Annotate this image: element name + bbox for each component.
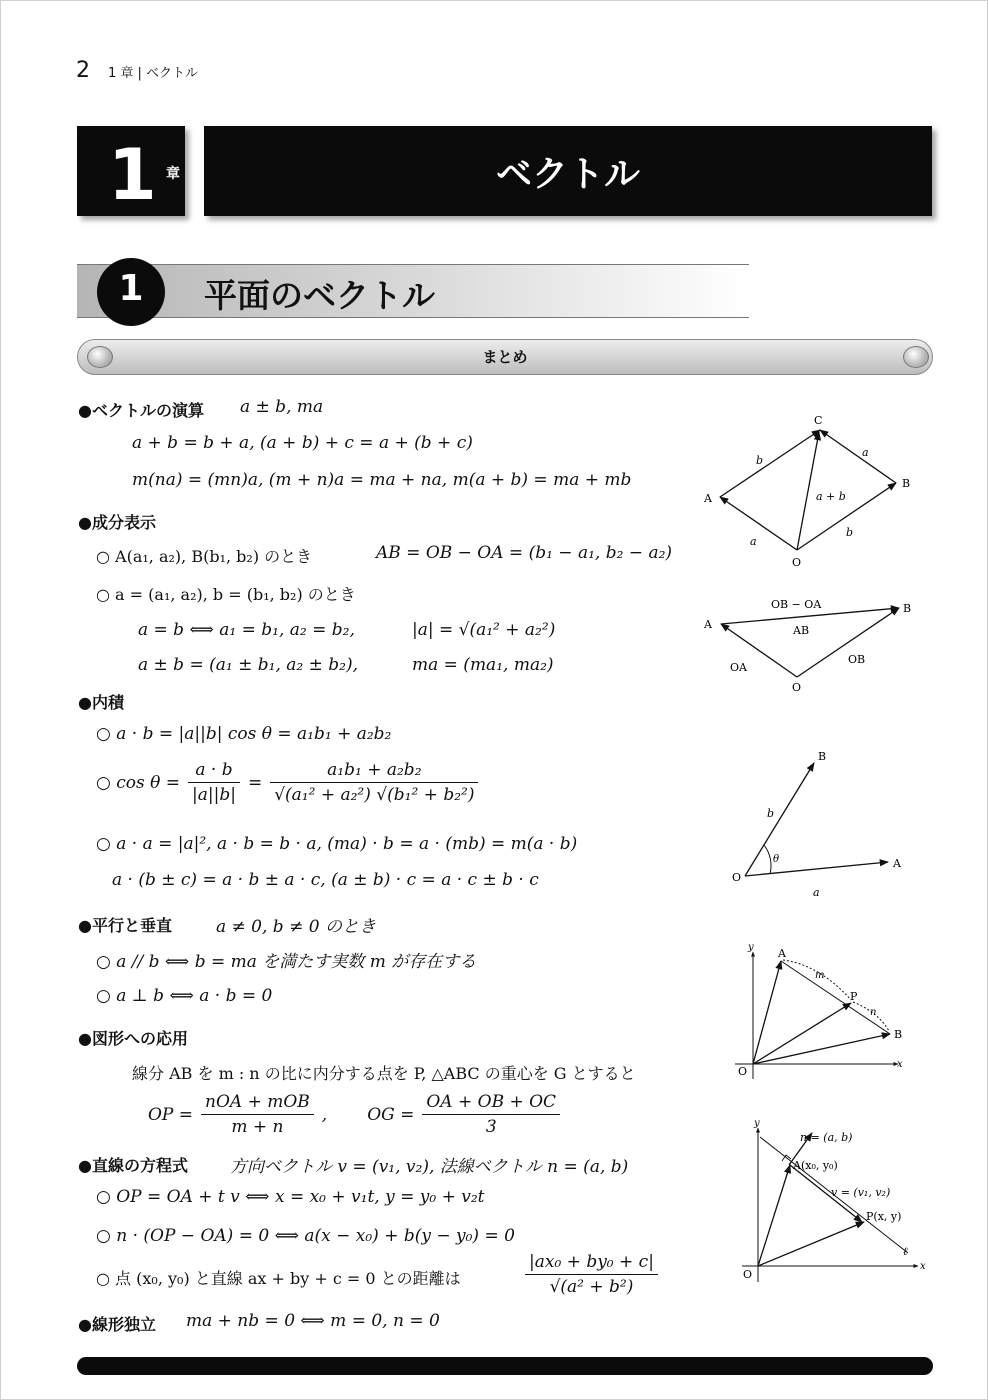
fig2-label-ab: AB bbox=[793, 624, 810, 637]
inner-line-1: ○ a · b = |a||b| cos θ = a₁b₁ + a₂b₂ bbox=[96, 724, 392, 744]
cos-equals: = bbox=[247, 772, 263, 793]
fig5-vector-oa bbox=[758, 1165, 790, 1266]
fig4-vector-ob bbox=[753, 1034, 890, 1064]
fig4-label-b: B bbox=[894, 1028, 903, 1041]
fig4-label-m: m bbox=[815, 970, 825, 981]
fig1-label-b: B bbox=[902, 477, 911, 490]
fig5-label-o: O bbox=[743, 1268, 753, 1281]
heading-figures: ●図形への応用 bbox=[78, 1029, 188, 1048]
independence-formula: ma + nb = 0 ⟺ m = 0, n = 0 bbox=[186, 1311, 440, 1331]
op-lhs: OP = bbox=[148, 1104, 194, 1125]
cos-num-1: a · b bbox=[188, 760, 240, 783]
og-num: OA + OB + OC bbox=[422, 1092, 560, 1115]
fig2-label-b: B bbox=[903, 602, 912, 615]
fig5-label-a: A(x₀, y₀) bbox=[793, 1159, 838, 1172]
section-title: 平面のベクトル bbox=[204, 276, 435, 315]
components-line-1a: ○ A(a₁, a₂), B(b₁, b₂) のとき bbox=[96, 547, 313, 566]
fig1-label-o: O bbox=[792, 556, 802, 569]
fig4-label-p: P bbox=[850, 990, 858, 1003]
line-eq-1: ○ OP = OA + t v ⟺ x = x₀ + v₁t, y = y₀ + v₂t bbox=[96, 1187, 485, 1207]
fig2-label-ob-minus-oa: OB − OA bbox=[771, 598, 822, 611]
fig3-label-a-vec: a bbox=[813, 886, 820, 899]
fig1-vector-ac bbox=[720, 430, 820, 497]
fig5-label-n: n = (a, b) bbox=[800, 1131, 853, 1144]
distance-den: √(a² + b²) bbox=[549, 1277, 634, 1297]
operations-line-2: m(na) = (mn)a, (m + n)a = ma + na, m(a + b) = ma + mb bbox=[132, 470, 632, 490]
fig2-label-o: O bbox=[792, 681, 802, 694]
line-eq-2: ○ n · (OP − OA) = 0 ⟺ a(x − x₀) + b(y − y₀) = 0 bbox=[96, 1226, 515, 1246]
fig5-label-x: x bbox=[920, 1261, 926, 1272]
fig1-label-a-top: a bbox=[862, 446, 869, 459]
figure-line bbox=[742, 1118, 926, 1282]
figure-division bbox=[735, 942, 903, 1079]
components-line-2: ○ a = (a₁, a₂), b = (b₁, b₂) のとき bbox=[96, 585, 356, 604]
fig2-label-oa: OA bbox=[730, 661, 747, 674]
parallel-condition: a ≠ 0, b ≠ 0 のとき bbox=[216, 917, 376, 937]
cos-lhs: ○ cos θ = bbox=[96, 772, 181, 793]
heading-components: ●成分表示 bbox=[78, 513, 156, 532]
figure-parallelogram bbox=[703, 414, 910, 569]
fig4-label-n: n bbox=[870, 1007, 877, 1018]
fig5-label-l: ℓ bbox=[903, 1245, 908, 1258]
chapter-number: 1 bbox=[108, 134, 157, 216]
heading-independence: ●線形独立 bbox=[78, 1315, 156, 1334]
heading-parallel: ●平行と垂直 bbox=[78, 916, 172, 935]
heading-line-equation: ●直線の方程式 bbox=[78, 1156, 188, 1175]
fig1-label-b-top: b bbox=[756, 454, 764, 467]
fig5-label-v: v = (v₁, v₂) bbox=[831, 1186, 891, 1199]
section-number: 1 bbox=[118, 268, 144, 309]
op-den: m + n bbox=[231, 1117, 284, 1137]
fig4-segment-ab bbox=[781, 961, 890, 1034]
fig3-label-theta: θ bbox=[773, 854, 780, 865]
fig1-vector-oa bbox=[720, 497, 797, 550]
components-line-4b: ma = (ma₁, ma₂) bbox=[412, 655, 554, 675]
op-num: nOA + mOB bbox=[201, 1092, 314, 1115]
components-line-4a: a ± b = (a₁ ± b₁, a₂ ± b₂), bbox=[138, 655, 358, 675]
og-den: 3 bbox=[485, 1117, 497, 1137]
fig2-label-a: A bbox=[704, 618, 712, 631]
fig1-label-a: A bbox=[704, 492, 712, 505]
inner-line-4: a · (b ± c) = a · b ± a · c, (a ± b) · c = a · c ± b · c bbox=[112, 870, 539, 890]
fig1-label-c: C bbox=[814, 414, 823, 427]
bottom-bar bbox=[77, 1357, 933, 1375]
fig4-label-o: O bbox=[738, 1065, 748, 1078]
fig2-vector-ob bbox=[797, 608, 899, 677]
fig5-label-p: P(x, y) bbox=[866, 1210, 902, 1223]
fig1-label-a-bottom: a bbox=[750, 535, 757, 548]
figure-angle bbox=[732, 750, 902, 899]
components-line-1b: AB = OB − OA = (b₁ − a₁, b₂ − a₂) bbox=[376, 543, 673, 563]
heading-inner-product: ●内積 bbox=[78, 693, 124, 712]
summary-label: まとめ bbox=[482, 348, 528, 366]
fig4-label-y: y bbox=[748, 942, 754, 953]
operations-line-1: a + b = b + a, (a + b) + c = a + (b + c) bbox=[132, 433, 473, 453]
parallel-line-1: ○ a // b ⟺ b = ma を満たす実数 m が存在する bbox=[96, 952, 477, 972]
fig3-angle-arc bbox=[764, 845, 771, 874]
fig4-label-a: A bbox=[778, 947, 786, 960]
fig4-label-x: x bbox=[897, 1059, 903, 1070]
components-line-3a: a = b ⟺ a₁ = b₁, a₂ = b₂, bbox=[138, 620, 355, 640]
cos-den-2: √(a₁² + a₂²) √(b₁² + b₂²) bbox=[274, 785, 475, 805]
chapter-suffix: 章 bbox=[166, 166, 180, 182]
fig3-label-o: O bbox=[732, 871, 742, 884]
fig3-vector-b bbox=[745, 763, 814, 876]
fig3-label-b-vec: b bbox=[767, 807, 775, 820]
parallel-line-2: ○ a ⊥ b ⟺ a · b = 0 bbox=[96, 986, 273, 1006]
fig5-label-y: y bbox=[754, 1118, 760, 1129]
fig5-vector-op bbox=[758, 1222, 864, 1266]
fig3-vector-a bbox=[745, 862, 888, 876]
fig3-label-a: A bbox=[893, 857, 901, 870]
og-lhs: OG = bbox=[367, 1104, 415, 1125]
page-number: 2 bbox=[76, 58, 90, 83]
running-title: 1 章 | ベクトル bbox=[108, 66, 199, 81]
inner-line-3: ○ a · a = |a|², a · b = b · a, (ma) · b = a · (mb) = m(a · b) bbox=[96, 834, 578, 854]
fig1-label-a-plus-b: a + b bbox=[816, 490, 846, 503]
line-eq-3: ○ 点 (x₀, y₀) と直線 ax + by + c = 0 との距離は bbox=[96, 1269, 461, 1288]
operations-formula: a ± b, ma bbox=[240, 397, 324, 417]
fig1-vector-ob bbox=[797, 483, 896, 550]
heading-operations: ●ベクトルの演算 bbox=[78, 401, 204, 420]
fig1-label-b-bottom: b bbox=[846, 526, 854, 539]
cos-num-2: a₁b₁ + a₂b₂ bbox=[270, 760, 478, 783]
figure-difference bbox=[703, 598, 911, 694]
fig3-label-b: B bbox=[818, 750, 827, 763]
line-eq-desc: 方向ベクトル v = (v₁, v₂), 法線ベクトル n = (a, b) bbox=[230, 1157, 629, 1177]
fig2-label-ob: OB bbox=[848, 653, 866, 666]
cos-den-1: |a||b| bbox=[192, 785, 236, 805]
formula-comma: , bbox=[321, 1104, 328, 1125]
chapter-title: ベクトル bbox=[495, 154, 640, 195]
figures-line-1: 線分 AB を m : n の比に内分する点を P, △ABC の重心を G とすると bbox=[132, 1064, 636, 1083]
fig1-vector-bc bbox=[820, 430, 896, 483]
distance-num: |ax₀ + by₀ + c| bbox=[525, 1252, 658, 1275]
components-line-3b: |a| = √(a₁² + a₂²) bbox=[412, 620, 556, 640]
